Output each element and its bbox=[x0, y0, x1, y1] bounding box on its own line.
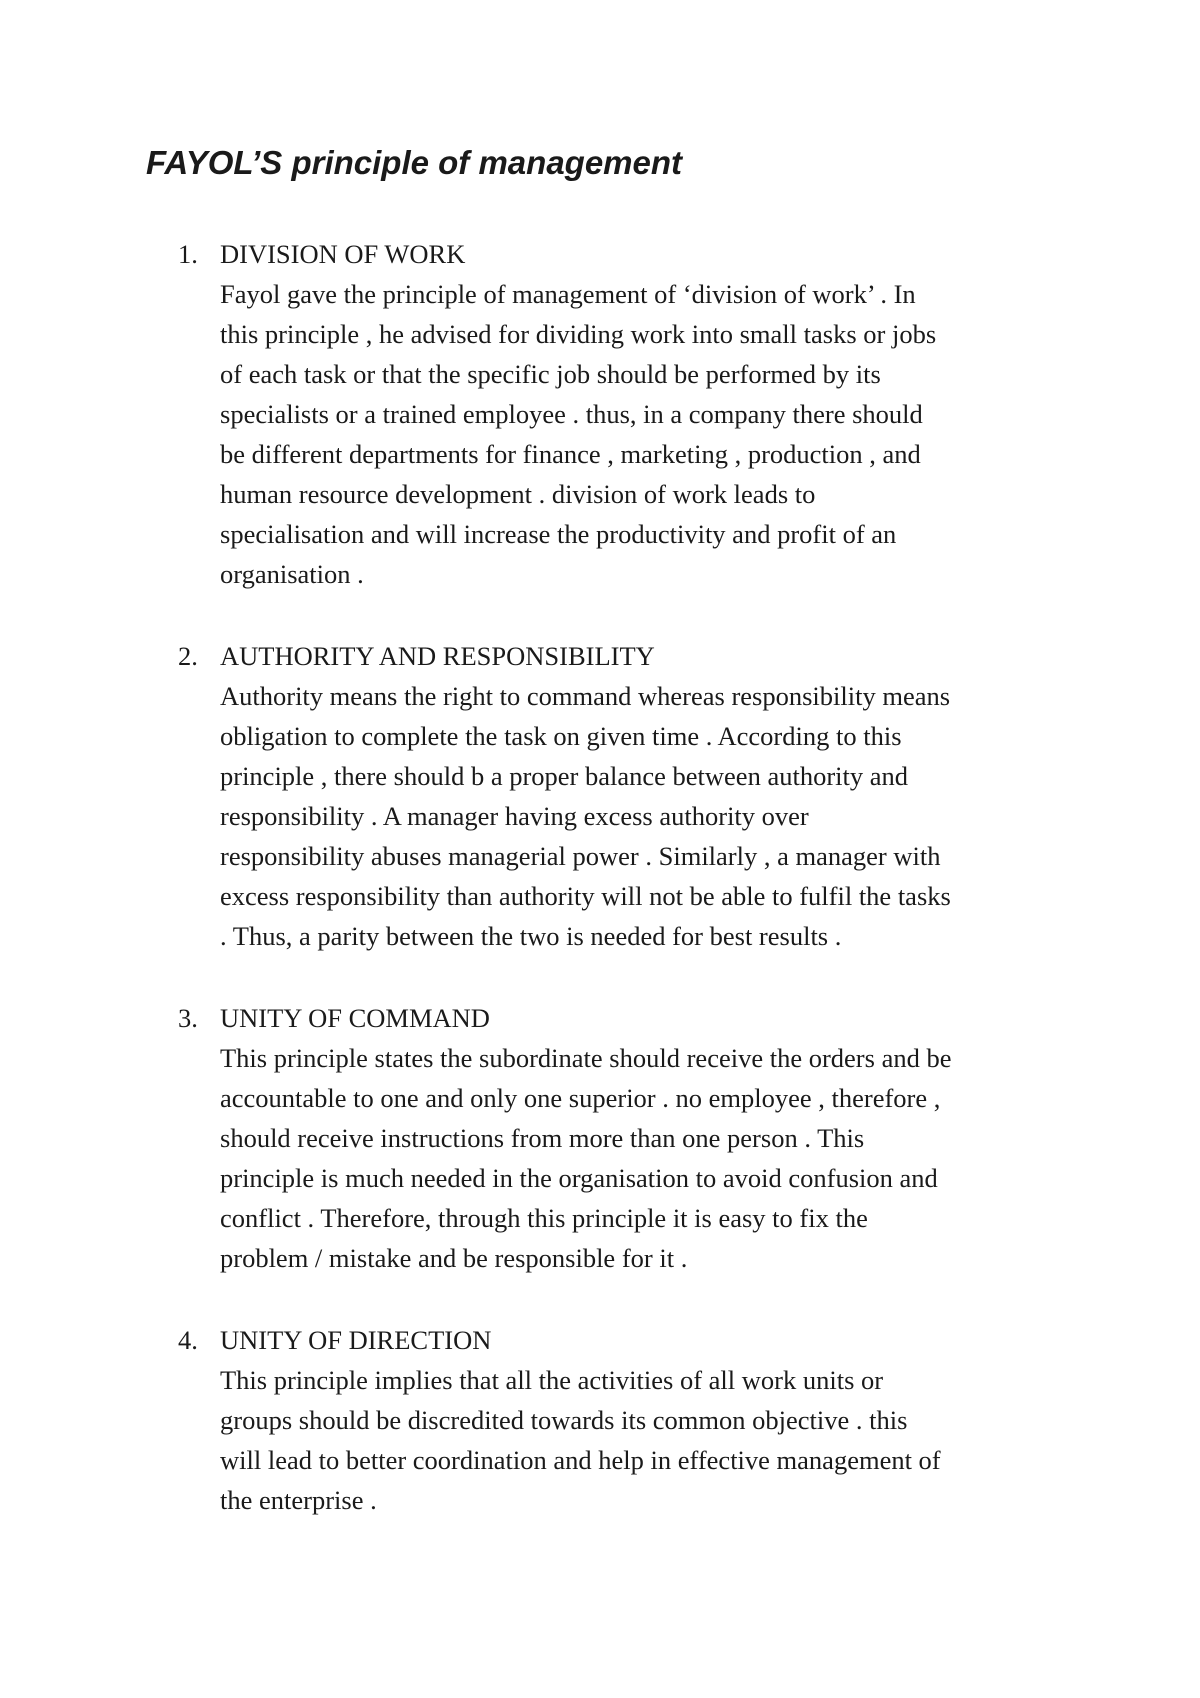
section-heading: UNITY OF COMMAND bbox=[220, 1003, 490, 1033]
section-number: 3. bbox=[178, 1003, 198, 1033]
paragraph-line: Authority means the right to command whereas responsibility means bbox=[220, 681, 951, 711]
paragraph-line: the enterprise . bbox=[220, 1485, 377, 1515]
paragraph-line: conflict . Therefore, through this principle it is easy to fix the bbox=[220, 1203, 868, 1233]
paragraph-line: . Thus, a parity between the two is needed for best results . bbox=[220, 921, 842, 951]
section-number: 1. bbox=[178, 239, 198, 269]
paragraph-line: excess responsibility than authority will not be able to fulfil the tasks bbox=[220, 881, 951, 911]
paragraph-line: specialists or a trained employee . thus, in a company there should bbox=[220, 399, 923, 429]
document-title: FAYOL’S principle of management bbox=[146, 144, 683, 181]
paragraph-line: This principle implies that all the activities of all work units or bbox=[220, 1365, 884, 1395]
paragraph-line: organisation . bbox=[220, 559, 364, 589]
paragraph-line: principle is much needed in the organisation to avoid confusion and bbox=[220, 1163, 938, 1193]
section-body bbox=[220, 1320, 1078, 1520]
section-heading: UNITY OF DIRECTION bbox=[220, 1325, 492, 1355]
paragraph-line: obligation to complete the task on given time . According to this bbox=[220, 721, 902, 751]
section-unity-of-command bbox=[178, 998, 1078, 1278]
paragraph-line: be different departments for finance , marketing , production , and bbox=[220, 439, 921, 469]
section-body bbox=[220, 636, 1078, 956]
paragraph-line: this principle , he advised for dividing work into small tasks or jobs bbox=[220, 319, 937, 349]
paragraph-line: problem / mistake and be responsible for it . bbox=[220, 1243, 688, 1273]
paragraph-line: Fayol gave the principle of management of ‘division of work’ . In bbox=[220, 279, 916, 309]
paragraph-line: of each task or that the specific job should be performed by its bbox=[220, 359, 881, 389]
paragraph-line: responsibility abuses managerial power . Similarly , a manager with bbox=[220, 841, 941, 871]
section-unity-of-direction bbox=[178, 1320, 1078, 1520]
section-number: 4. bbox=[178, 1325, 198, 1355]
paragraph-line: human resource development . division of work leads to bbox=[220, 479, 816, 509]
paragraph-line: will lead to better coordination and help in effective management of bbox=[220, 1445, 941, 1475]
section-division-of-work bbox=[178, 234, 1078, 594]
section-authority-and-responsibility bbox=[178, 636, 1078, 956]
paragraph-line: This principle states the subordinate should receive the orders and be bbox=[220, 1043, 952, 1073]
section-body bbox=[220, 234, 1078, 594]
paragraph-line: should receive instructions from more than one person . This bbox=[220, 1123, 865, 1153]
section-heading: AUTHORITY AND RESPONSIBILITY bbox=[220, 641, 655, 671]
paragraph-line: responsibility . A manager having excess authority over bbox=[220, 801, 809, 831]
paragraph-line: accountable to one and only one superior . no employee , therefore , bbox=[220, 1083, 941, 1113]
paragraph-line: specialisation and will increase the productivity and profit of an bbox=[220, 519, 897, 549]
section-number: 2. bbox=[178, 641, 198, 671]
section-body bbox=[220, 998, 1078, 1278]
paragraph-line: principle , there should b a proper balance between authority and bbox=[220, 761, 909, 791]
paragraph-line: groups should be discredited towards its common objective . this bbox=[220, 1405, 908, 1435]
section-heading: DIVISION OF WORK bbox=[220, 239, 466, 269]
